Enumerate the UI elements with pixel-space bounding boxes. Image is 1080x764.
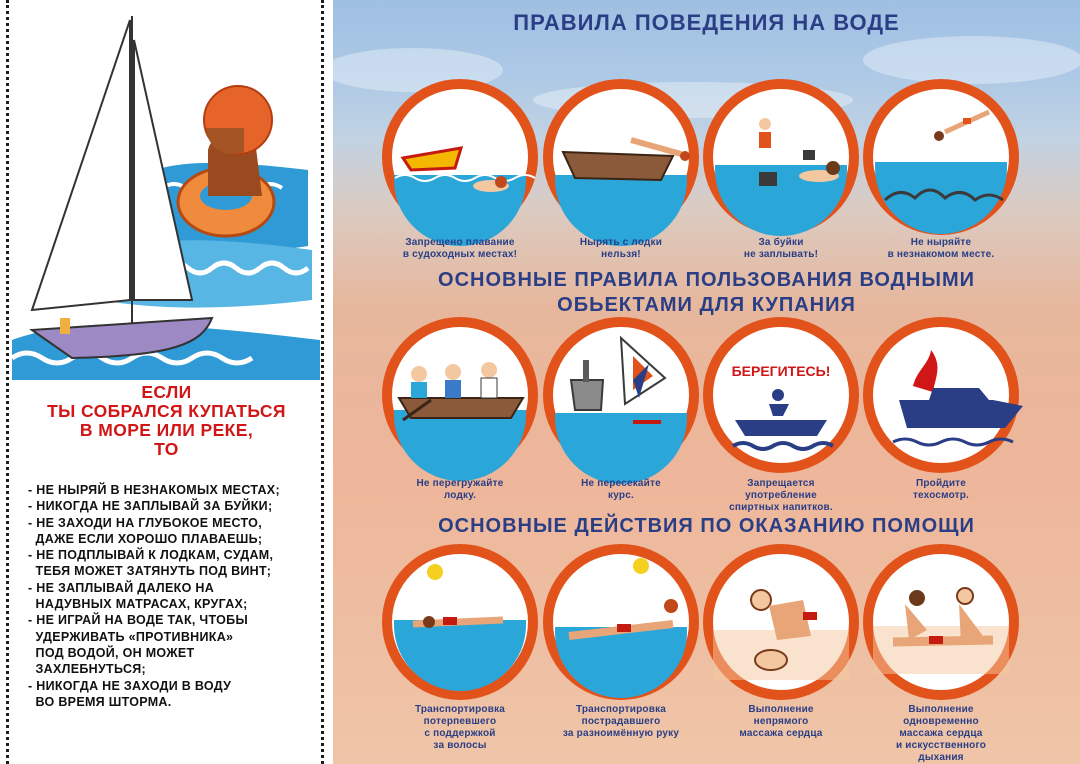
- rule-line: ДАЖЕ ЕСЛИ ХОРОШО ПЛАВАЕШЬ;: [28, 531, 263, 546]
- caption-row1-3: [701, 237, 861, 261]
- section-objects-line: ОСНОВНЫЕ ПРАВИЛА ПОЛЬЗОВАНИЯ ВОДНЫМИ: [438, 269, 975, 291]
- beware-sign-text: БЕРЕГИТЕСЬ!: [731, 363, 831, 379]
- rule-line: - НЕ ЗАХОДИ НА ГЛУБОКОЕ МЕСТО,: [28, 515, 262, 530]
- caption-line: Не перегружайте: [416, 478, 504, 489]
- rule-line: ВО ВРЕМЯ ШТОРМА.: [28, 694, 172, 709]
- caption-row2-4: [861, 478, 1021, 502]
- caption-line: Запрещено плавание: [405, 237, 515, 248]
- cpr-breathing-icon: [868, 549, 1014, 695]
- windsurfer-ship-icon: [548, 322, 694, 484]
- caption-row2-3: [701, 478, 861, 514]
- caption-line: Транспортировка: [414, 704, 506, 715]
- caption-line: техосмотр.: [912, 490, 970, 501]
- caption-line: За буйки: [758, 237, 804, 248]
- caption-line: за волосы: [433, 740, 487, 751]
- caption-line: Пройдите: [915, 478, 967, 489]
- caption-line: с поддержкой: [424, 728, 496, 739]
- caption-line: лодку.: [443, 490, 477, 501]
- caption-line: массажа сердца: [899, 728, 983, 739]
- caption-row2-2: [541, 478, 701, 502]
- caption-line: Не ныряйте: [910, 237, 972, 248]
- caption-line: непрямого: [753, 716, 809, 727]
- section-objects-title: [333, 268, 1080, 318]
- caption-row2-1: [380, 478, 540, 502]
- section-objects-line: ОБЬЕКТАМИ ДЛЯ КУПАНИЯ: [557, 294, 856, 316]
- left-heading-line: В МОРЕ ИЛИ РЕКЕ,: [79, 420, 254, 440]
- dive-unknown-place-icon: [868, 84, 1014, 234]
- caption-line: Не пересекайте: [581, 478, 661, 489]
- poster: [333, 0, 1080, 764]
- section-help-title: ОСНОВНЫЕ ДЕЙСТВИЯ ПО ОКАЗАНИЮ ПОМОЩИ: [438, 515, 975, 537]
- left-panel: [0, 0, 333, 764]
- caption-line: употребление: [745, 490, 817, 501]
- rule-line: УДЕРЖИВАТЬ «ПРОТИВНИКА»: [28, 629, 234, 644]
- left-heading-line: ЕСЛИ: [141, 382, 192, 402]
- rescue-hair-icon: [387, 549, 533, 695]
- rescue-arm-icon: [548, 549, 694, 698]
- beware-sign-icon: [708, 322, 854, 468]
- rule-line: НАДУВНЫХ МАТРАСАХ, КРУГАХ;: [28, 597, 248, 612]
- rule-line: - НЕ ЗАПЛЫВАЙ ДАЛЕКО НА: [28, 580, 215, 595]
- left-heading: [0, 383, 333, 459]
- caption-line: спиртных напитков.: [729, 502, 833, 513]
- caption-line: одновременно: [903, 716, 979, 727]
- buoy-icon: [708, 84, 854, 236]
- rule-line: - НЕ ПОДПЛЫВАЙ К ЛОДКАМ, СУДАМ,: [28, 548, 274, 563]
- child-swim-ring-icon: [178, 86, 274, 236]
- rule-line: ПОД ВОДОЙ, ОН МОЖЕТ: [28, 645, 195, 660]
- poster-illustrations: [333, 0, 1080, 764]
- overloaded-boat-icon: [387, 322, 533, 481]
- rule-line: ЗАХЛЕБНУТЬСЯ;: [28, 662, 147, 677]
- rule-line: ТЕБЯ МОЖЕТ ЗАТЯНУТЬ ПОД ВИНТ;: [28, 564, 272, 579]
- caption-line: в незнакомом месте.: [887, 249, 995, 260]
- caption-row1-4: [861, 237, 1021, 261]
- caption-line: Транспортировка: [575, 704, 667, 715]
- caption-line: потерпевшего: [423, 716, 497, 727]
- caption-line: Запрещается: [747, 478, 815, 489]
- caption-row3-4: [861, 704, 1021, 764]
- caption-row3-1: [380, 704, 540, 752]
- boat-fire-icon: [868, 322, 1023, 468]
- caption-row3-3: [701, 704, 861, 740]
- rule-line: - НЕ НЫРЯЙ В НЕЗНАКОМЫХ МЕСТАХ;: [28, 483, 280, 497]
- cpr-icon: [708, 549, 854, 695]
- caption-line: массажа сердца: [739, 728, 823, 739]
- rule-line: - НИКОГДА НЕ ЗАПЛЫВАЙ ЗА БУЙКИ;: [28, 499, 273, 514]
- caption-line: за разноимённую руку: [562, 728, 680, 739]
- rule-line: - НЕ ИГРАЙ НА ВОДЕ ТАК, ЧТОБЫ: [28, 613, 248, 628]
- rule-line: - НИКОГДА НЕ ЗАХОДИ В ВОДУ: [28, 678, 232, 693]
- swimmer-near-boat-icon: [387, 84, 535, 246]
- sailboat-child-illustration: [12, 0, 320, 380]
- caption-line: не заплывать!: [743, 249, 819, 260]
- caption-line: Выполнение: [908, 704, 974, 715]
- caption-row1-1: [380, 237, 540, 261]
- caption-line: дыхания: [918, 752, 964, 763]
- rules-list: [28, 482, 324, 710]
- caption-line: нельзя!: [601, 249, 641, 260]
- poster-title: ПРАВИЛА ПОВЕДЕНИЯ НА ВОДЕ: [513, 10, 900, 35]
- caption-line: и искусственного: [895, 740, 987, 751]
- caption-line: пострадавшего: [581, 716, 661, 727]
- dotted-border-left: [6, 0, 9, 764]
- caption-line: в судоходных местах!: [402, 249, 518, 260]
- caption-row3-2: [541, 704, 701, 740]
- left-heading-line: ТО: [154, 439, 179, 459]
- left-heading-line: ТЫ СОБРАЛСЯ КУПАТЬСЯ: [47, 401, 286, 421]
- caption-line: Нырять с лодки: [579, 237, 663, 248]
- dive-from-boat-icon: [548, 84, 694, 246]
- caption-row1-2: [541, 237, 701, 261]
- caption-line: Выполнение: [748, 704, 814, 715]
- caption-line: курс.: [608, 490, 634, 501]
